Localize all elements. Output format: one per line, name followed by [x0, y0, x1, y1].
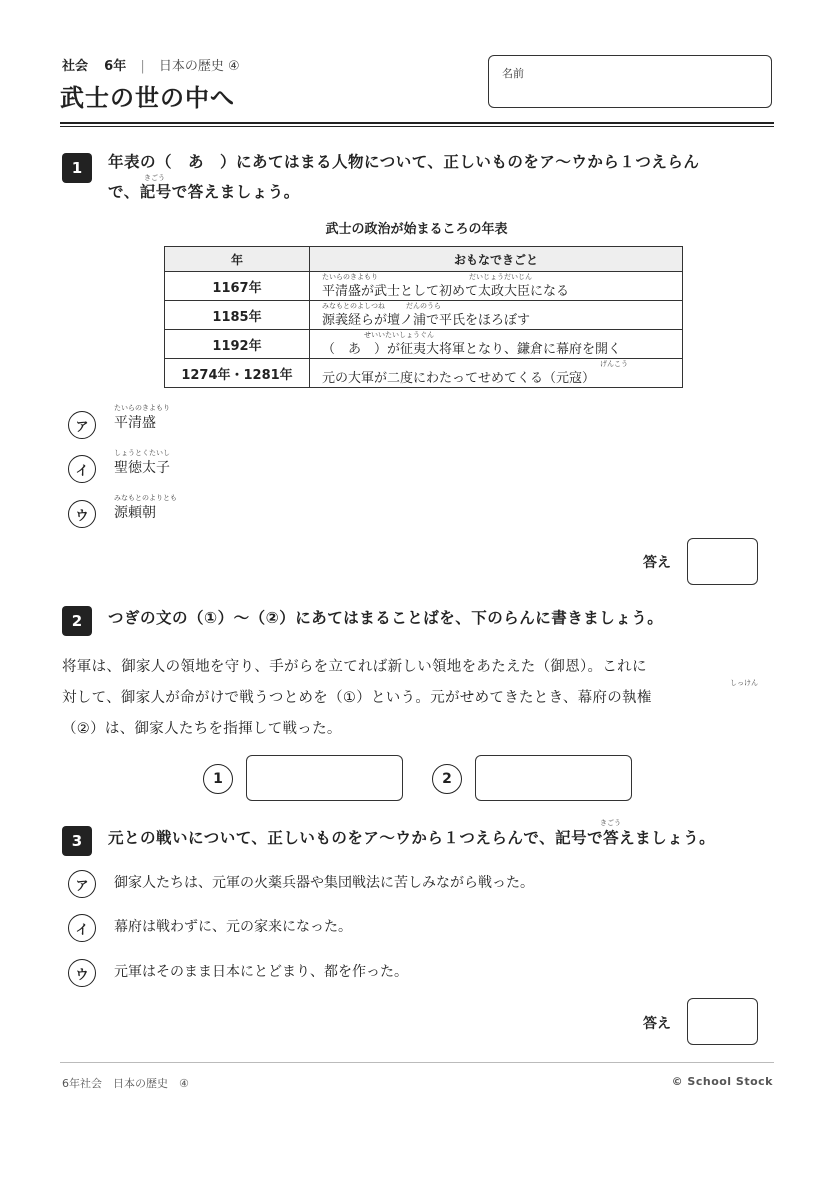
table-cell-year: 1192年: [165, 330, 310, 359]
blank-2-marker: 2: [432, 764, 462, 794]
answer-box-q3[interactable]: [687, 998, 758, 1045]
question-2-text: つぎの文の（①）〜（②）にあてはまることばを、下のらんに書きましょう。: [108, 609, 664, 627]
question-3-number: 3: [62, 826, 92, 856]
header-rule: [60, 122, 774, 124]
footer-rule: [60, 1062, 774, 1063]
option-i-mark[interactable]: イ: [68, 455, 96, 483]
answer-label: 答え: [643, 555, 671, 571]
table-row: [165, 330, 683, 359]
passage-line2: 対して、御家人が命がけで戦うつとめを（①）という。元がせめてきたとき、幕府の執権: [62, 690, 652, 706]
option-i-text: 幕府は戦わずに、元の家来になった。: [114, 919, 352, 935]
question-1-text-line1: 年表の（ あ ）にあてはまる人物について、正しいものをア〜ウから１つえらん: [108, 153, 700, 171]
option-ruby: しょうとくたいし: [114, 449, 170, 457]
option-u-text: 源頼朝: [114, 505, 156, 521]
table-row: [165, 301, 683, 330]
footer-copyright: © School Stock: [671, 1075, 773, 1088]
answer-box-q1[interactable]: [687, 538, 758, 585]
table-cell-event: [310, 359, 683, 388]
option-u-mark[interactable]: ウ: [68, 500, 96, 528]
option-a-mark[interactable]: ア: [68, 870, 96, 898]
table-ruby: みなもとのよしつね だんのうら: [322, 302, 441, 310]
table-header-row: [165, 247, 683, 272]
table-row: [165, 359, 683, 388]
blank-1-marker: 1: [203, 764, 233, 794]
table-cell-event: [310, 330, 683, 359]
blank-2-input[interactable]: [475, 755, 632, 801]
option-a-mark[interactable]: ア: [68, 411, 96, 439]
table-cell-year: 1274年・1281年: [165, 359, 310, 388]
table-ruby: げんこう: [600, 360, 628, 368]
page-title: 武士の世の中へ: [60, 84, 235, 112]
ruby-kigou-q3: きごう: [600, 819, 621, 827]
table-caption: 武士の政治が始まるころの年表: [325, 222, 508, 237]
ruby-shikken: しっけん: [730, 679, 758, 687]
subject: 社会: [62, 59, 89, 74]
table-event-text: （ あ ）が征夷大将軍となり、鎌倉に幕府を開く: [322, 341, 622, 357]
table-header-event: おもなできごと: [310, 247, 683, 272]
table-event-text: 元の大軍が二度にわたってせめてくる（元寇）: [322, 370, 596, 386]
table-cell-event: [310, 272, 683, 301]
question-2-number: 2: [62, 606, 92, 636]
option-i-text: 聖徳太子: [114, 460, 170, 476]
header-separator: |: [140, 59, 145, 74]
name-field[interactable]: [488, 55, 772, 108]
passage-line3: （②）は、御家人たちを指揮して戦った。: [62, 721, 342, 737]
option-i-mark[interactable]: イ: [68, 914, 96, 942]
answer-label: 答え: [643, 1016, 671, 1032]
option-u-mark[interactable]: ウ: [68, 959, 96, 987]
passage-line1: 将軍は、御家人の領地を守り、手がらを立てれば新しい領地をあたえた（御恩）。これに: [62, 659, 647, 675]
table-cell-year: 1185年: [165, 301, 310, 330]
option-u-text: 元軍はそのまま日本にとどまり、都を作った。: [114, 964, 408, 980]
question-1-number: 1: [62, 153, 92, 183]
table-event-text: 源義経らが壇ノ浦で平氏をほろぼす: [322, 312, 531, 328]
question-3-text: 元との戦いについて、正しいものをア〜ウから１つえらんで、記号で答えましょう。: [108, 829, 716, 847]
ruby-kigou-q1: きごう: [144, 174, 165, 182]
name-label: 名前: [502, 67, 524, 80]
table-ruby: たいらのきよもり だいじょうだいじん: [322, 273, 532, 281]
table-ruby: せいいたいしょうぐん: [322, 331, 434, 339]
timeline-table: [164, 246, 683, 388]
option-a-text: 平清盛: [114, 415, 156, 431]
option-ruby: たいらのきよもり: [114, 404, 170, 412]
header-subtitle: [62, 55, 240, 74]
header-rule-thin: [60, 126, 774, 127]
table-cell-year: 1167年: [165, 272, 310, 301]
question-1-text-line2: で、記号で答えましょう。: [108, 183, 300, 201]
grade: 6年: [104, 59, 127, 74]
option-a-text: 御家人たちは、元軍の火薬兵器や集団戦法に苦しみながら戦った。: [114, 875, 534, 891]
table-row: [165, 272, 683, 301]
option-ruby: みなもとのよりとも: [114, 494, 177, 502]
table-header-year: 年: [165, 247, 310, 272]
unit: 日本の歴史 ④: [158, 59, 240, 74]
table-cell-event: [310, 301, 683, 330]
blank-1-input[interactable]: [246, 755, 403, 801]
table-event-text: 平清盛が武士として初めて太政大臣になる: [322, 283, 570, 299]
footer-left: 6年社会 日本の歴史 ④: [62, 1077, 189, 1090]
